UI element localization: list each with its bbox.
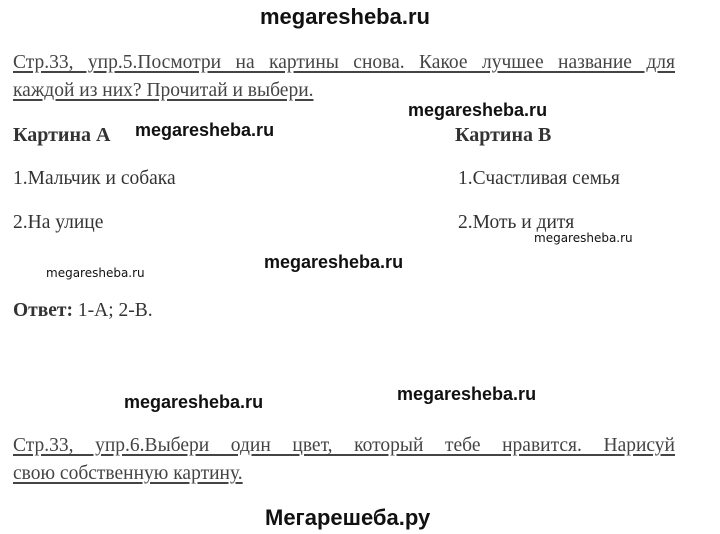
picture-a-heading: Картина А xyxy=(13,124,111,146)
picture-a-option-2: 2.На улице xyxy=(13,212,104,233)
picture-b-option-1: 1.Счастливая семья xyxy=(458,168,620,189)
task1-line2: каждой из них? Прочитай и выбери. xyxy=(13,80,314,101)
task2-line2: свою собственную картину. xyxy=(13,463,243,484)
picture-b-option-2: 2.Моть и дитя xyxy=(458,212,575,233)
watermark-3: megaresheba.ru xyxy=(534,231,633,245)
watermark-1: megaresheba.ru xyxy=(135,120,275,140)
watermark-2: megaresheba.ru xyxy=(408,100,548,120)
watermark-6: megaresheba.ru xyxy=(397,384,537,404)
watermark-7: megaresheba.ru xyxy=(124,392,264,412)
picture-b-heading: Картина В xyxy=(455,124,552,146)
answer-label: Ответ: xyxy=(13,300,74,321)
picture-a-option-1: 1.Мальчик и собака xyxy=(13,168,176,189)
answer-value: 1-А; 2-В. xyxy=(73,300,153,321)
site-watermark-bottom: Мегарешеба.ру xyxy=(265,505,431,530)
watermark-5: megaresheba.ru xyxy=(46,266,145,280)
watermark-4: megaresheba.ru xyxy=(264,252,404,272)
task1-line1: Стр.33, упр.5.Посмотри на картины снова. Какое лучшее название для xyxy=(13,52,675,73)
answer-line xyxy=(13,300,153,322)
site-watermark-top: megaresheba.ru xyxy=(260,4,430,29)
task2-line1: Стр.33, упр.6.Выбери один цвет, который тебе нравится. Нарисуй xyxy=(13,435,675,456)
